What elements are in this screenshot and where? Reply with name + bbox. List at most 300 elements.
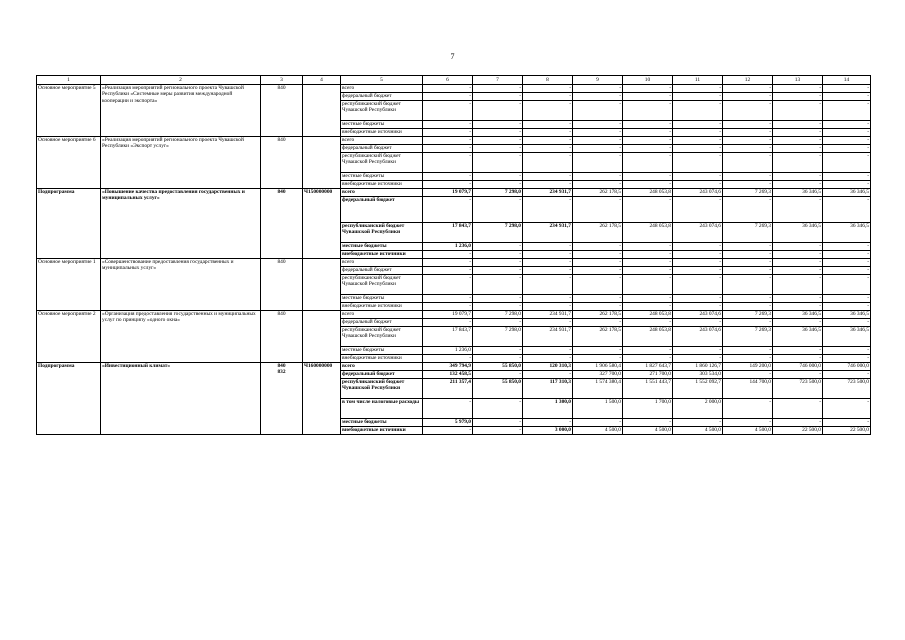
amount-cell: -: [423, 173, 473, 181]
amount-cell: -: [723, 145, 773, 153]
amount-cell: -: [573, 251, 623, 259]
amount-cell: -: [773, 85, 823, 93]
amount-cell: 36 346,5: [773, 189, 823, 197]
amount-cell: 5 979,0: [423, 419, 473, 427]
header-cell: 1: [37, 76, 101, 85]
amount-cell: 234 931,7: [523, 311, 573, 319]
amount-cell: 327 700,0: [573, 371, 623, 379]
amount-cell: -: [423, 181, 473, 189]
amount-cell: 17 843,7: [423, 223, 473, 243]
amount-cell: -: [573, 275, 623, 295]
amount-cell: 234 931,7: [523, 189, 573, 197]
funding-source-cell: республиканский бюджет Чувашской Республики: [341, 275, 423, 295]
item-name-cell: «Организация предоставления государственных и муниципальных услуг по принципу «одного окна»: [101, 311, 261, 363]
amount-cell: 7 298,0: [473, 223, 523, 243]
amount-cell: 1 500,0: [573, 399, 623, 419]
amount-cell: -: [523, 145, 573, 153]
amount-cell: 1 236,0: [423, 243, 473, 251]
header-cell: 4: [303, 76, 341, 85]
amount-cell: 19 079,7: [423, 189, 473, 197]
amount-cell: -: [823, 85, 871, 93]
amount-cell: -: [823, 371, 871, 379]
amount-cell: -: [423, 93, 473, 101]
table-body: [37, 76, 871, 435]
amount-cell: -: [623, 101, 673, 121]
amount-cell: -: [723, 121, 773, 129]
amount-cell: -: [473, 347, 523, 355]
amount-cell: -: [473, 251, 523, 259]
header-row: [37, 76, 871, 85]
amount-cell: -: [473, 121, 523, 129]
header-cell: 12: [723, 76, 773, 85]
amount-cell: 234 931,7: [523, 327, 573, 347]
funding-source-cell: федеральный бюджет: [341, 319, 423, 327]
amount-cell: -: [623, 85, 673, 93]
amount-cell: -: [673, 173, 723, 181]
item-type-cell: Подпрограмма: [37, 189, 101, 259]
amount-cell: -: [573, 243, 623, 251]
amount-cell: -: [523, 197, 573, 223]
amount-cell: -: [573, 419, 623, 427]
amount-cell: -: [773, 145, 823, 153]
amount-cell: 144 700,0: [723, 379, 773, 399]
amount-cell: -: [423, 197, 473, 223]
amount-cell: -: [573, 295, 623, 303]
funding-source-cell: федеральный бюджет: [341, 93, 423, 101]
amount-cell: -: [623, 251, 673, 259]
amount-cell: -: [823, 197, 871, 223]
amount-cell: -: [723, 259, 773, 267]
amount-cell: -: [673, 243, 723, 251]
amount-cell: -: [423, 303, 473, 311]
amount-cell: -: [473, 181, 523, 189]
amount-cell: 248 053,8: [623, 327, 673, 347]
amount-cell: 22 500,0: [773, 427, 823, 435]
amount-cell: -: [523, 303, 573, 311]
amount-cell: -: [623, 259, 673, 267]
header-cell: 9: [573, 76, 623, 85]
amount-cell: -: [523, 243, 573, 251]
amount-cell: -: [623, 153, 673, 173]
header-cell: 8: [523, 76, 573, 85]
amount-cell: -: [723, 399, 773, 419]
amount-cell: -: [573, 197, 623, 223]
table-row: [37, 311, 871, 319]
amount-cell: -: [673, 153, 723, 173]
amount-cell: -: [423, 399, 473, 419]
funding-source-cell: всего: [341, 189, 423, 197]
amount-cell: -: [723, 243, 773, 251]
amount-cell: -: [773, 259, 823, 267]
amount-cell: -: [823, 121, 871, 129]
funding-source-cell: федеральный бюджет: [341, 197, 423, 223]
amount-cell: -: [723, 419, 773, 427]
amount-cell: -: [723, 101, 773, 121]
amount-cell: -: [423, 267, 473, 275]
amount-cell: 248 053,8: [623, 189, 673, 197]
amount-cell: 55 850,0: [473, 363, 523, 371]
item-name-cell: «Реализация мероприятий регионального проекта Чувашской Республики «Экспорт услуг»: [101, 137, 261, 189]
amount-cell: -: [773, 319, 823, 327]
amount-cell: 36 346,5: [823, 223, 871, 243]
amount-cell: -: [823, 319, 871, 327]
amount-cell: -: [523, 347, 573, 355]
amount-cell: -: [773, 197, 823, 223]
amount-cell: -: [823, 275, 871, 295]
amount-cell: -: [523, 129, 573, 137]
amount-cell: -: [423, 85, 473, 93]
header-cell: 6: [423, 76, 473, 85]
amount-cell: -: [823, 101, 871, 121]
amount-cell: -: [473, 173, 523, 181]
amount-cell: 746 000,0: [773, 363, 823, 371]
amount-cell: -: [423, 319, 473, 327]
amount-cell: -: [573, 101, 623, 121]
funding-source-cell: местные бюджеты: [341, 121, 423, 129]
amount-cell: -: [623, 173, 673, 181]
amount-cell: -: [623, 93, 673, 101]
amount-cell: 19 079,7: [423, 311, 473, 319]
amount-cell: 7 298,0: [473, 189, 523, 197]
amount-cell: -: [673, 251, 723, 259]
amount-cell: -: [623, 145, 673, 153]
amount-cell: -: [673, 267, 723, 275]
amount-cell: -: [673, 129, 723, 137]
amount-cell: -: [573, 173, 623, 181]
amount-cell: 243 074,6: [673, 327, 723, 347]
amount-cell: -: [523, 251, 573, 259]
amount-cell: -: [523, 121, 573, 129]
amount-cell: -: [523, 259, 573, 267]
amount-cell: -: [623, 137, 673, 145]
amount-cell: -: [473, 295, 523, 303]
target-code-cell: [303, 137, 341, 189]
amount-cell: -: [473, 371, 523, 379]
amount-cell: -: [723, 275, 773, 295]
amount-cell: -: [523, 275, 573, 295]
amount-cell: -: [423, 355, 473, 363]
amount-cell: 746 000,0: [823, 363, 871, 371]
item-type-cell: Основное мероприятие 5: [37, 85, 101, 137]
funding-source-cell: местные бюджеты: [341, 243, 423, 251]
amount-cell: -: [573, 259, 623, 267]
funding-source-cell: республиканский бюджет Чувашской Республики: [341, 379, 423, 399]
amount-cell: -: [623, 243, 673, 251]
amount-cell: -: [773, 121, 823, 129]
amount-cell: -: [773, 251, 823, 259]
amount-cell: 36 346,5: [773, 223, 823, 243]
amount-cell: -: [723, 319, 773, 327]
amount-cell: -: [523, 85, 573, 93]
table-row: [37, 259, 871, 267]
amount-cell: -: [723, 93, 773, 101]
amount-cell: 117 310,3: [523, 379, 573, 399]
amount-cell: -: [623, 197, 673, 223]
amount-cell: -: [473, 419, 523, 427]
header-cell: 13: [773, 76, 823, 85]
amount-cell: -: [573, 355, 623, 363]
amount-cell: -: [673, 347, 723, 355]
amount-cell: 36 346,5: [823, 311, 871, 319]
amount-cell: -: [673, 85, 723, 93]
amount-cell: 262 178,5: [573, 223, 623, 243]
amount-cell: -: [673, 355, 723, 363]
funding-source-cell: местные бюджеты: [341, 295, 423, 303]
amount-cell: -: [723, 355, 773, 363]
header-cell: 5: [341, 76, 423, 85]
amount-cell: 262 178,5: [573, 189, 623, 197]
amount-cell: -: [773, 101, 823, 121]
amount-cell: -: [773, 129, 823, 137]
amount-cell: -: [523, 101, 573, 121]
amount-cell: -: [673, 181, 723, 189]
amount-cell: -: [823, 355, 871, 363]
amount-cell: 7 269,3: [723, 189, 773, 197]
amount-cell: -: [823, 145, 871, 153]
amount-cell: -: [473, 137, 523, 145]
amount-cell: -: [523, 93, 573, 101]
amount-cell: -: [773, 371, 823, 379]
header-cell: 10: [623, 76, 673, 85]
amount-cell: -: [773, 243, 823, 251]
amount-cell: -: [523, 419, 573, 427]
amount-cell: 132 458,5: [423, 371, 473, 379]
amount-cell: -: [523, 137, 573, 145]
funding-source-cell: местные бюджеты: [341, 347, 423, 355]
amount-cell: -: [673, 259, 723, 267]
amount-cell: -: [423, 295, 473, 303]
amount-cell: -: [673, 197, 723, 223]
amount-cell: -: [473, 259, 523, 267]
amount-cell: -: [773, 93, 823, 101]
amount-cell: 1 827 643,7: [623, 363, 673, 371]
amount-cell: -: [773, 399, 823, 419]
amount-cell: -: [573, 85, 623, 93]
amount-cell: -: [773, 419, 823, 427]
target-code-cell: Ч160000000: [303, 363, 341, 435]
amount-cell: 1 552 092,7: [673, 379, 723, 399]
amount-cell: -: [823, 181, 871, 189]
amount-cell: -: [723, 197, 773, 223]
amount-cell: 262 178,5: [573, 327, 623, 347]
amount-cell: -: [723, 173, 773, 181]
amount-cell: -: [823, 399, 871, 419]
amount-cell: -: [823, 153, 871, 173]
amount-cell: 349 794,9: [423, 363, 473, 371]
funding-source-cell: федеральный бюджет: [341, 371, 423, 379]
amount-cell: -: [423, 145, 473, 153]
amount-cell: 7 269,3: [723, 311, 773, 319]
amount-cell: -: [473, 145, 523, 153]
amount-cell: 248 053,8: [623, 311, 673, 319]
amount-cell: 1 906 580,4: [573, 363, 623, 371]
funding-source-cell: всего: [341, 85, 423, 93]
amount-cell: -: [473, 197, 523, 223]
funding-source-cell: федеральный бюджет: [341, 267, 423, 275]
amount-cell: -: [823, 93, 871, 101]
item-name-cell: «Инвестиционный климат»: [101, 363, 261, 435]
header-cell: 2: [101, 76, 261, 85]
amount-cell: -: [423, 121, 473, 129]
item-name-cell: «Совершенствование предоставления государственных и муниципальных услуг»: [101, 259, 261, 311]
amount-cell: 1 860 126,7: [673, 363, 723, 371]
amount-cell: -: [423, 427, 473, 435]
amount-cell: -: [773, 137, 823, 145]
amount-cell: 1 236,0: [423, 347, 473, 355]
amount-cell: -: [473, 243, 523, 251]
amount-cell: -: [473, 153, 523, 173]
amount-cell: 262 178,5: [573, 311, 623, 319]
amount-cell: 243 074,6: [673, 223, 723, 243]
amount-cell: -: [623, 181, 673, 189]
funding-source-cell: республиканский бюджет Чувашской Республики: [341, 101, 423, 121]
amount-cell: -: [773, 275, 823, 295]
amount-cell: 7 298,0: [473, 311, 523, 319]
amount-cell: 1 700,0: [623, 399, 673, 419]
amount-cell: -: [673, 319, 723, 327]
amount-cell: -: [673, 303, 723, 311]
item-name-cell: «Реализация мероприятий регионального проекта Чувашской Республики «Системные меры развития международной кооперации и экспорта»: [101, 85, 261, 137]
amount-cell: -: [723, 267, 773, 275]
amount-cell: -: [823, 173, 871, 181]
table-row: [37, 137, 871, 145]
amount-cell: 4 500,0: [623, 427, 673, 435]
amount-cell: -: [573, 129, 623, 137]
item-type-cell: Подпрограмма: [37, 363, 101, 435]
amount-cell: 1 551 443,7: [623, 379, 673, 399]
amount-cell: -: [723, 137, 773, 145]
grbs-code-cell: 840: [261, 137, 303, 189]
amount-cell: -: [623, 121, 673, 129]
amount-cell: -: [423, 275, 473, 295]
amount-cell: -: [473, 319, 523, 327]
amount-cell: 3 000,0: [523, 427, 573, 435]
item-type-cell: Основное мероприятие 6: [37, 137, 101, 189]
amount-cell: -: [673, 101, 723, 121]
header-cell: 7: [473, 76, 523, 85]
funding-source-cell: внебюджетные источники: [341, 129, 423, 137]
grbs-code-cell: 840: [261, 189, 303, 259]
amount-cell: -: [623, 319, 673, 327]
amount-cell: -: [723, 181, 773, 189]
amount-cell: 723 500,0: [773, 379, 823, 399]
amount-cell: -: [423, 137, 473, 145]
amount-cell: -: [523, 153, 573, 173]
amount-cell: -: [523, 181, 573, 189]
header-cell: 14: [823, 76, 871, 85]
target-code-cell: [303, 259, 341, 311]
amount-cell: -: [473, 275, 523, 295]
amount-cell: -: [473, 93, 523, 101]
amount-cell: -: [673, 137, 723, 145]
amount-cell: -: [573, 267, 623, 275]
amount-cell: -: [773, 355, 823, 363]
amount-cell: -: [823, 419, 871, 427]
funding-source-cell: внебюджетные источники: [341, 251, 423, 259]
amount-cell: -: [723, 371, 773, 379]
amount-cell: -: [523, 295, 573, 303]
page-number: 7: [450, 52, 455, 61]
amount-cell: 36 346,5: [823, 189, 871, 197]
amount-cell: 7 298,0: [473, 327, 523, 347]
amount-cell: -: [473, 267, 523, 275]
amount-cell: 211 357,4: [423, 379, 473, 399]
amount-cell: -: [773, 173, 823, 181]
grbs-code-cell: 840: [261, 259, 303, 311]
amount-cell: -: [573, 153, 623, 173]
table-row: [37, 189, 871, 197]
funding-source-cell: республиканский бюджет Чувашской Республики: [341, 327, 423, 347]
amount-cell: 17 843,7: [423, 327, 473, 347]
amount-cell: 22 500,0: [823, 427, 871, 435]
amount-cell: -: [523, 355, 573, 363]
amount-cell: -: [623, 303, 673, 311]
amount-cell: 120 310,3: [523, 363, 573, 371]
amount-cell: -: [673, 145, 723, 153]
amount-cell: 1 300,0: [523, 399, 573, 419]
grbs-code-cell: 840: [261, 311, 303, 363]
budget-table: [36, 75, 871, 435]
funding-source-cell: всего: [341, 137, 423, 145]
item-name-cell: «Повышение качества предоставления государственных и муниципальных услуг»: [101, 189, 261, 259]
amount-cell: -: [823, 251, 871, 259]
funding-source-cell: республиканский бюджет Чувашской Республики: [341, 223, 423, 243]
amount-cell: -: [473, 355, 523, 363]
amount-cell: 4 500,0: [723, 427, 773, 435]
amount-cell: 36 346,5: [773, 311, 823, 319]
amount-cell: -: [523, 371, 573, 379]
amount-cell: 55 850,0: [473, 379, 523, 399]
amount-cell: -: [723, 295, 773, 303]
amount-cell: -: [523, 319, 573, 327]
amount-cell: 243 074,6: [673, 189, 723, 197]
amount-cell: 149 200,0: [723, 363, 773, 371]
amount-cell: -: [523, 173, 573, 181]
funding-source-cell: внебюджетные источники: [341, 303, 423, 311]
funding-source-cell: внебюджетные источники: [341, 181, 423, 189]
header-cell: 11: [673, 76, 723, 85]
amount-cell: -: [623, 267, 673, 275]
amount-cell: 723 500,0: [823, 379, 871, 399]
amount-cell: -: [623, 347, 673, 355]
funding-source-cell: внебюджетные источники: [341, 427, 423, 435]
amount-cell: -: [573, 93, 623, 101]
amount-cell: -: [823, 295, 871, 303]
amount-cell: -: [473, 427, 523, 435]
funding-source-cell: местные бюджеты: [341, 419, 423, 427]
item-type-cell: Основное мероприятие 2: [37, 311, 101, 363]
amount-cell: 4 500,0: [673, 427, 723, 435]
amount-cell: -: [773, 303, 823, 311]
amount-cell: -: [723, 347, 773, 355]
amount-cell: -: [623, 419, 673, 427]
amount-cell: -: [673, 275, 723, 295]
amount-cell: 4 500,0: [573, 427, 623, 435]
amount-cell: -: [573, 137, 623, 145]
table-row: [37, 363, 871, 371]
amount-cell: 271 700,0: [623, 371, 673, 379]
amount-cell: -: [573, 319, 623, 327]
amount-cell: -: [573, 145, 623, 153]
amount-cell: -: [473, 101, 523, 121]
funding-source-cell: всего: [341, 363, 423, 371]
amount-cell: -: [673, 93, 723, 101]
amount-cell: -: [823, 243, 871, 251]
amount-cell: 2 000,0: [673, 399, 723, 419]
amount-cell: -: [423, 251, 473, 259]
amount-cell: -: [423, 129, 473, 137]
amount-cell: -: [723, 129, 773, 137]
